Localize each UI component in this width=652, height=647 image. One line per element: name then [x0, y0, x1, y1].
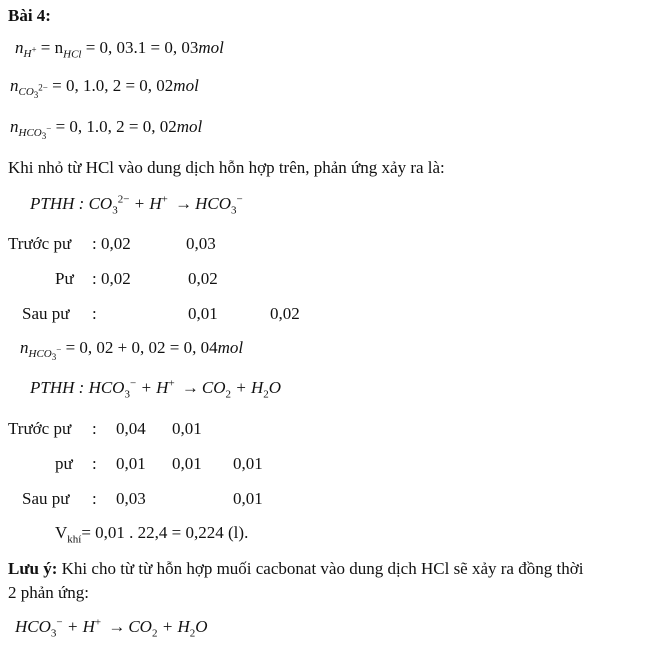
row-label: Sau pư [22, 304, 70, 323]
row-separator: : [92, 419, 97, 438]
moles-bicarbonate: $n_{HCO_3^-} = 0$, 1.0, 2 = 0, 02mol [10, 117, 203, 142]
gas-volume: $V_{khí}= 0,01$ . 22,4 = 0,224 (l). [55, 523, 249, 546]
equation-2: PTHH : $HCO_3^- + H^+ \to CO_2 + H_2O$ [30, 377, 282, 401]
row-separator: : [92, 489, 97, 508]
moles-bicarbonate-total: $n_{HCO_3^-} = 0$, 02 + 0, 02 = 0, 04mol [20, 338, 244, 363]
row-value: 0,04 [116, 419, 146, 438]
moles-h-plus: $n_{H^+} = n_{HCl} = 0$, 03.1 = 0, 03mol [15, 38, 224, 61]
exercise-title: Bài 4: [8, 6, 51, 25]
arrow-icon: → [108, 617, 126, 636]
row-value: 0,01 [233, 489, 263, 508]
row-value: 0,01 [116, 454, 146, 473]
note-label: Lưu ý: [8, 559, 58, 578]
row-separator: : [92, 454, 97, 473]
note-line-2: 2 phản ứng: [8, 583, 89, 602]
row-value: 0,01 [233, 454, 263, 473]
row-value: 0,02 [270, 304, 300, 323]
intro-text: Khi nhỏ từ HCl vào dung dịch hỗn hợp trên, phản ứng xảy ra là: [8, 158, 445, 177]
row-value: : [92, 304, 97, 323]
row-label: pư [55, 454, 73, 473]
row-label: Trước pư [8, 419, 72, 438]
row-value: 0,01 [188, 304, 218, 323]
arrow-icon: → [175, 194, 193, 213]
row-value: 0,01 [172, 419, 202, 438]
row-value: 0,03 [116, 489, 146, 508]
row-label: Trước pư [8, 234, 72, 253]
row-value: : 0,02 [92, 234, 131, 253]
note-line-1: Lưu ý: Khi cho từ từ hỗn hợp muối cacbonat vào dung dịch HCl sẽ xảy ra đồng thời [8, 559, 584, 578]
arrow-icon: → [181, 378, 199, 397]
row-label: Sau pư [22, 489, 70, 508]
moles-carbonate: $n_{CO_3^{2-}} = 0$, 1.0, 2 = 0, 02mol [10, 76, 199, 101]
row-value: 0,02 [188, 269, 218, 288]
row-label: Pư [55, 269, 74, 288]
row-value: 0,01 [172, 454, 202, 473]
row-value: : 0,02 [92, 269, 131, 288]
equation-3: $HCO_3^- + H^+ \to CO_2 + H_2O$ [15, 616, 208, 640]
equation-1: PTHH : $CO_3^{2-} + H^+ \to HCO_3^-$ [30, 193, 243, 217]
row-value: 0,03 [186, 234, 216, 253]
